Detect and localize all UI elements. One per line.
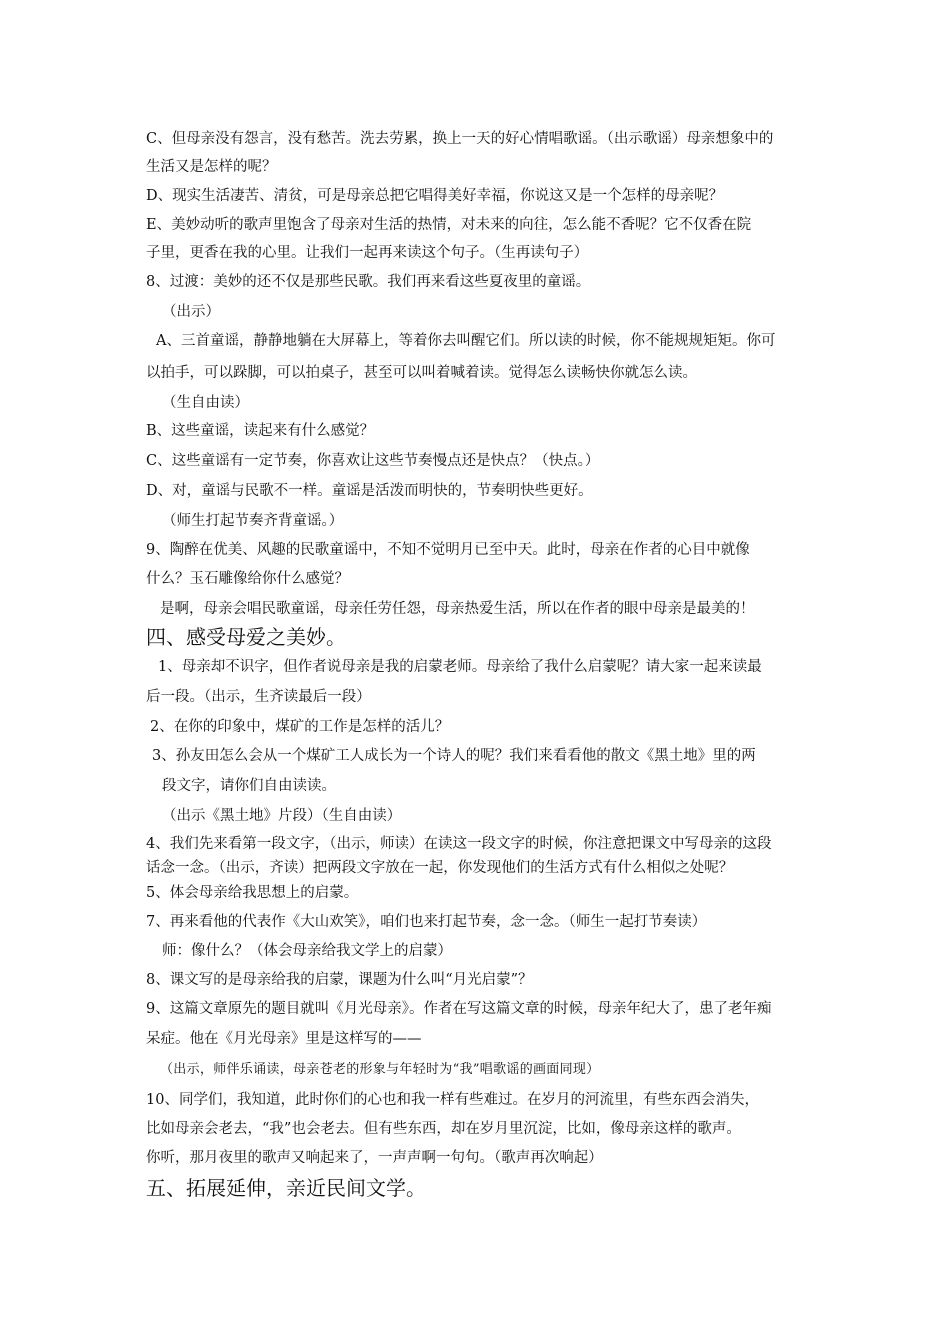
line-show-excerpt: （出示《黑土地》片段）（生自由读） [162, 808, 402, 824]
line-recite: （师生打起节奏齐背童谣。） [162, 513, 344, 529]
line-recitation-note: （出示，师伴乐诵读，母亲苍老的形象与年轻时为“我”唱歌谣的画面同现） [160, 1062, 600, 1077]
line-e-cont: 子里，更香在我的心里。让我们一起再来读这个句子。（生再读句子） [146, 245, 589, 261]
line-d-mother: D、现实生活凄苦、清贫，可是母亲总把它唱得美好幸福，你说这又是一个怎样的母亲呢？ [146, 188, 724, 204]
line-4-5: 5、体会母亲给我思想上的启蒙。 [146, 885, 359, 901]
line-yes-mother: 是啊，母亲会唱民歌童谣，母亲任劳任怨，母亲热爱生活，所以在作者的眼中母亲是最美的！ [160, 601, 755, 617]
line-c-rhythm: C、这些童谣有一定节奏，你喜欢让这些节奏慢点还是快点？（快点。） [146, 453, 600, 469]
line-show: （出示） [162, 304, 220, 320]
line-d-rhymes: D、对，童谣与民歌不一样。童谣是活泼而明快的，节奏明快些更好。 [146, 483, 593, 499]
line-free-read: （生自由读） [162, 395, 249, 411]
line-4-4: 4、我们先来看第一段文字，（出示，师读）在读这一段文字的时候，你注意把课文中写母亲的这段 [146, 836, 772, 852]
line-4-2: 2、在你的印象中，煤矿的工作是怎样的活儿？ [150, 719, 450, 735]
line-4-7: 7、再来看他的代表作《大山欢笑》，咱们也来打起节奏，念一念。（师生一起打节奏读） [146, 914, 707, 930]
line-a-rhymes: A、三首童谣，静静地躺在大屏幕上，等着你去叫醒它们。所以读的时候，你不能规规矩矩。你可 [156, 333, 776, 349]
line-4-9: 9、这篇文章原先的题目就叫《月光母亲》。作者在写这篇文章的时候，母亲年纪大了，患了老年痴 [146, 1001, 772, 1017]
line-8-transition: 8、过渡：美妙的还不仅是那些民歌。我们再来看这些夏夜里的童谣。 [146, 274, 591, 290]
line-4-10-cont1: 比如母亲会老去，“我”也会老去。但有些东西，却在岁月里沉淀，比如，像母亲这样的歌声。 [146, 1121, 741, 1137]
heading-section-4: 四、感受母爱之美妙。 [146, 625, 346, 649]
line-4-9-cont: 呆症。他在《月光母亲》里是这样写的—— [146, 1031, 422, 1047]
line-4-10: 10、同学们，我知道，此时你们的心也和我一样有些难过。在岁月的河流里，有些东西会消失， [146, 1092, 759, 1108]
line-9-cont: 什么？玉石雕像给你什么感觉？ [146, 571, 349, 587]
line-4-10-cont2: 你听，那月夜里的歌声又响起来了，一声声啊一句句。（歌声再次响起） [146, 1150, 603, 1166]
line-teacher: 师：像什么？（体会母亲给我文学上的启蒙） [162, 943, 452, 959]
line-4-3: 3、孙友田怎么会从一个煤矿工人成长为一个诗人的呢？我们来看看他的散文《黑土地》里的两 [152, 748, 756, 764]
heading-section-5: 五、拓展延伸，亲近民间文学。 [146, 1176, 426, 1200]
line-e-songs: E、美妙动听的歌声里饱含了母亲对生活的热情，对未来的向往，怎么能不香呢？它不仅香在院 [146, 217, 752, 233]
line-9-moon: 9、陶醉在优美、风趣的民歌童谣中，不知不觉明月已至中天。此时，母亲在作者的心目中就像 [146, 542, 750, 558]
line-4-3-cont: 段文字，请你们自由读读。 [162, 778, 336, 794]
line-4-4-cont: 话念一念。（出示，齐读）把两段文字放在一起，你发现他们的生活方式有什么相似之处呢？ [146, 860, 734, 876]
line-c-cont: 生活又是怎样的呢？ [146, 159, 277, 175]
line-4-1-cont: 后一段。（出示，生齐读最后一段） [146, 689, 371, 705]
line-c-songs: C、但母亲没有怨言，没有愁苦。洗去劳累，换上一天的好心情唱歌谣。（出示歌谣）母亲想象中的 [146, 131, 774, 147]
line-b-feeling: B、这些童谣，读起来有什么感觉？ [146, 423, 375, 439]
line-4-8: 8、课文写的是母亲给我的启蒙，课题为什么叫“月光启蒙”？ [146, 972, 533, 988]
line-a-cont: 以拍手，可以跺脚，可以拍桌子，甚至可以叫着喊着读。觉得怎么读畅快你就怎么读。 [146, 365, 697, 381]
line-4-1: 1、母亲却不识字，但作者说母亲是我的启蒙老师。母亲给了我什么启蒙呢？请大家一起来读最 [158, 659, 762, 675]
